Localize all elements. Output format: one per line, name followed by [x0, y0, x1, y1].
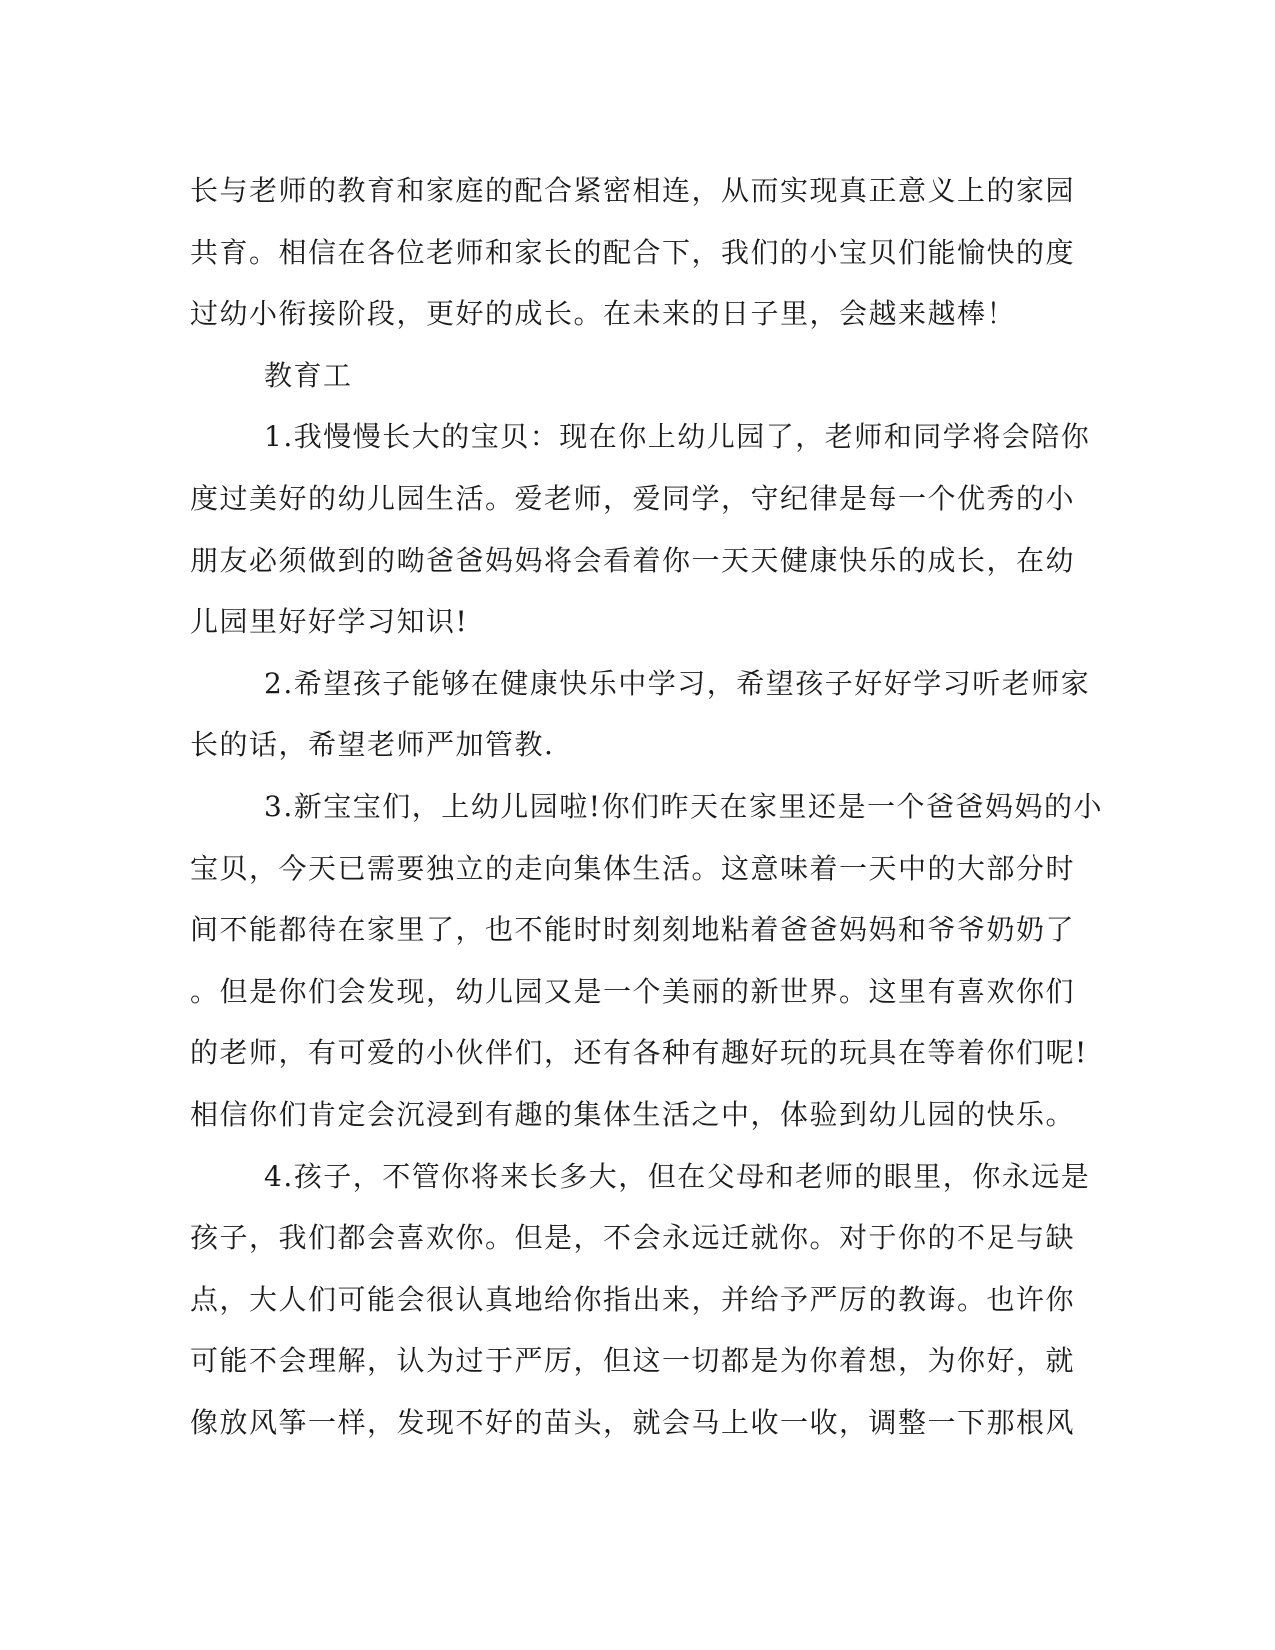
text-line: 朋友必须做到的呦爸爸妈妈将会看着你一天天健康快乐的成长，在幼 — [190, 543, 1076, 577]
body-text — [190, 160, 1103, 1453]
text-line: 度过美好的幼儿园生活。爱老师，爱同学，守纪律是每一个优秀的小 — [190, 481, 1076, 515]
text-line: 间不能都待在家里了，也不能时时刻刻地粘着爸爸妈妈和爷爷奶奶了 — [190, 913, 1076, 947]
text-line: 儿园里好好学习知识! — [190, 605, 469, 639]
text-line: 2.希望孩子能够在健康快乐中学习，希望孩子好好学习听老师家 — [264, 666, 1091, 700]
text-line: 4.孩子，不管你将来长多大，但在父母和老师的眼里，你永远是 — [264, 1159, 1091, 1193]
text-line: 长与老师的教育和家庭的配合紧密相连，从而实现真正意义上的家园 — [190, 174, 1076, 207]
text-line: 长的话，希望老师严加管教. — [190, 728, 555, 762]
text-line: 。但是你们会发现，幼儿园又是一个美丽的新世界。这里有喜欢你们 — [190, 974, 1076, 1008]
text-line: 宝贝，今天已需要独立的走向集体生活。这意味着一天中的大部分时 — [190, 851, 1076, 885]
text-line: 过幼小衔接阶段，更好的成长。在未来的日子里，会越来越棒！ — [190, 297, 1017, 331]
text-line: 相信你们肯定会沉浸到有趣的集体生活之中，体验到幼儿园的快乐。 — [190, 1097, 1076, 1131]
text-line: 教育工 — [264, 358, 353, 392]
text-line: 3.新宝宝们，上幼儿园啦!你们昨天在家里还是一个爸爸妈妈的小 — [264, 789, 1103, 823]
text-line: 1.我慢慢长大的宝贝：现在你上幼儿园了，老师和同学将会陪你 — [264, 420, 1091, 454]
text-line: 共育。相信在各位老师和家长的配合下，我们的小宝贝们能愉快的度 — [190, 235, 1076, 269]
text-line: 可能不会理解，认为过于严厉，但这一切都是为你着想，为你好，就 — [190, 1344, 1076, 1378]
text-line: 孩子，我们都会喜欢你。但是，不会永远迁就你。对于你的不足与缺 — [190, 1221, 1076, 1255]
text-line: 的老师，有可爱的小伙伴们，还有各种有趣好玩的玩具在等着你们呢! — [190, 1036, 1088, 1070]
text-line: 点，大人们可能会很认真地给你指出来，并给予严厉的教诲。也许你 — [190, 1282, 1076, 1316]
text-line: 像放风筝一样，发现不好的苗头，就会马上收一收，调整一下那根风 — [190, 1405, 1076, 1439]
